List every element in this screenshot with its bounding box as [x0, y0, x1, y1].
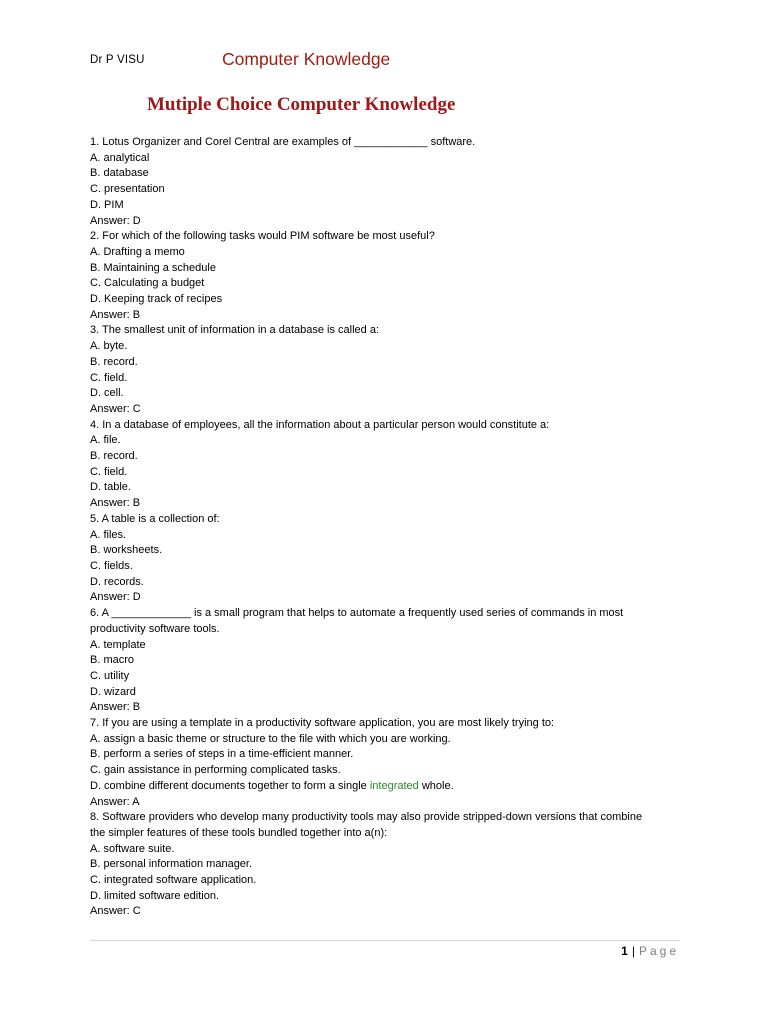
- question-text: 5. A table is a collection of:: [90, 512, 220, 525]
- option-d: D. records.: [90, 575, 144, 588]
- subject-heading: Computer Knowledge: [222, 49, 391, 69]
- option-b: B. database: [90, 167, 149, 180]
- option-c: C. field.: [90, 465, 128, 478]
- question-text: 8. Software providers who develop many productivity tools may also provide stripped-down versions that combine: [90, 811, 643, 824]
- option-d-text-start: D. combine different documents together to form a single: [90, 779, 370, 792]
- footer-divider: [90, 940, 680, 941]
- question-text: 1. Lotus Organizer and Corel Central are examples of ____________ software.: [90, 136, 476, 148]
- question-block: [90, 323, 710, 417]
- option-c: C. fields.: [90, 559, 133, 572]
- question-list: [90, 135, 710, 920]
- option-b: B. record.: [90, 450, 138, 463]
- option-c: C. Calculating a budget: [90, 277, 205, 290]
- option-a: A. file.: [90, 434, 121, 447]
- option-d: D. wizard: [90, 685, 136, 698]
- answer-line: Answer: B: [90, 497, 141, 510]
- author-name: Dr P VISU: [90, 54, 145, 66]
- highlighted-word: integrated: [369, 779, 419, 792]
- question-text: 4. In a database of employees, all the information about a particular person would constitute a:: [90, 418, 550, 431]
- option-a: A. files.: [90, 528, 127, 541]
- option-a: A. template: [90, 638, 146, 651]
- footer-separator: |: [631, 944, 635, 958]
- page-footer: [621, 944, 679, 958]
- answer-line: Answer: C: [90, 905, 141, 918]
- option-b: B. worksheets.: [90, 544, 163, 557]
- question-block: [90, 716, 710, 810]
- option-d: [90, 779, 710, 795]
- option-b: B. record.: [90, 355, 138, 368]
- page-number: 1: [621, 944, 628, 958]
- question-block: [90, 810, 710, 920]
- question-block: [90, 229, 710, 323]
- option-a: A. software suite.: [90, 842, 175, 855]
- option-b: B. Maintaining a schedule: [90, 261, 216, 274]
- option-c: C. utility: [90, 669, 130, 682]
- answer-line: Answer: D: [90, 214, 141, 227]
- option-b: B. personal information manager.: [90, 858, 253, 871]
- option-d-text-end: whole.: [418, 779, 454, 792]
- question-text-continued: the simpler features of these tools bundled together into a(n):: [90, 826, 388, 839]
- option-d: D. cell.: [90, 387, 124, 400]
- option-a: A. Drafting a memo: [90, 245, 185, 258]
- option-d: D. PIM: [90, 198, 124, 211]
- question-text-continued: productivity software tools.: [90, 622, 220, 635]
- question-text: 2. For which of the following tasks would PIM software be most useful?: [90, 230, 435, 243]
- question-text: 7. If you are using a template in a productivity software application, you are most likely trying to:: [90, 717, 555, 730]
- option-d: D. limited software edition.: [90, 889, 219, 902]
- option-b: B. perform a series of steps in a time-efficient manner.: [90, 748, 354, 761]
- question-block: [90, 135, 710, 229]
- option-c: C. presentation: [90, 183, 165, 196]
- option-d: D. table.: [90, 481, 131, 494]
- option-d: D. Keeping track of recipes: [90, 293, 223, 306]
- question-block: [90, 418, 710, 512]
- option-a: A. assign a basic theme or structure to the file with which you are working.: [90, 732, 451, 745]
- option-a: A. byte.: [90, 340, 128, 353]
- option-a: A. analytical: [90, 151, 150, 164]
- page-label: Page: [638, 944, 679, 958]
- option-b: B. macro: [90, 654, 135, 667]
- answer-line: Answer: A: [90, 795, 140, 808]
- answer-line: Answer: B: [90, 308, 141, 321]
- question-block: [90, 512, 710, 606]
- answer-line: Answer: B: [90, 701, 141, 714]
- answer-line: Answer: D: [90, 591, 141, 604]
- question-text: 3. The smallest unit of information in a database is called a:: [90, 324, 380, 337]
- question-block: [90, 606, 710, 716]
- answer-line: Answer: C: [90, 402, 141, 415]
- option-c: C. gain assistance in performing complicated tasks.: [90, 764, 341, 777]
- option-c: C. field.: [90, 371, 128, 384]
- question-text: 6. A _____________ is a small program that helps to automate a frequently used series of commands in most: [90, 607, 624, 620]
- document-title: Mutiple Choice Computer Knowledge: [147, 94, 456, 115]
- option-c: C. integrated software application.: [90, 874, 257, 887]
